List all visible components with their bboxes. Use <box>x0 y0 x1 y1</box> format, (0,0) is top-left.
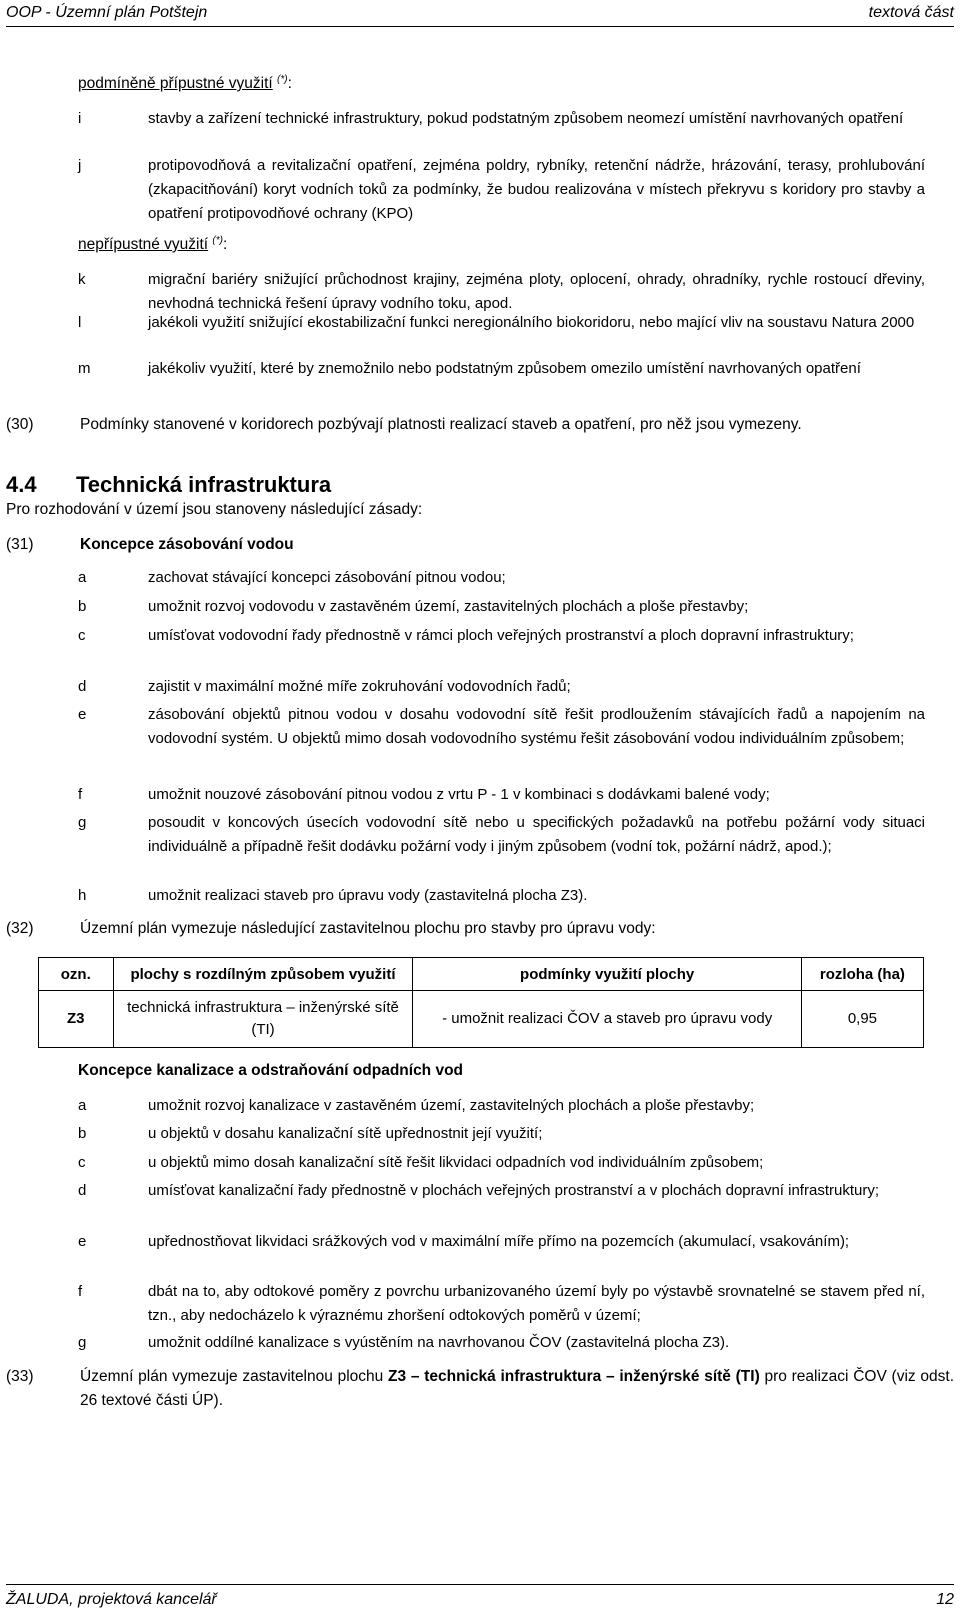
page-number: 12 <box>936 1591 954 1608</box>
prohibited-heading: nepřípustné využití (*): <box>78 234 228 253</box>
paragraph-number: (30) <box>6 416 34 433</box>
area-table <box>38 957 924 1048</box>
subsection-title: Koncepce kanalizace a odstraňování odpadních vod <box>78 1062 464 1079</box>
section-heading: 4.4 Technická infrastruktura <box>6 472 332 497</box>
intro-text: Pro rozhodování v území jsou stanoveny následující zásady: <box>6 501 423 518</box>
table-cell: Z3 <box>39 991 114 1048</box>
paragraph-number: (33) <box>6 1368 34 1385</box>
paragraph-text: Podmínky stanovené v koridorech pozbývají platnosti realizací staveb a opatření, pro něž jsou vymezeny. <box>80 416 802 433</box>
paragraph-number: (31) <box>6 536 34 553</box>
table-cell: 0,95 <box>801 991 923 1048</box>
subsection-title: Koncepce zásobování vodou <box>80 536 294 553</box>
footnote-marker: (*) <box>212 234 223 246</box>
document-part: textová část <box>868 4 954 21</box>
paragraph-number: (32) <box>6 920 34 937</box>
page-footer <box>6 1584 954 1608</box>
paragraph-text: Územní plán vymezuje zastavitelnou plochu Z3 – technická infrastruktura – inženýrské sítě (TI) pro realizaci ČOV (viz odst. 26 textové části ÚP). <box>80 1368 954 1409</box>
page-header <box>6 2 954 27</box>
table-header-cell: rozloha (ha) <box>801 958 923 991</box>
paragraph-text: Územní plán vymezuje následující zastavitelnou plochu pro stavby pro úpravu vody: <box>80 920 656 937</box>
table-row <box>39 991 924 1048</box>
table-cell: - umožnit realizaci ČOV a staveb pro úpravu vody <box>413 991 801 1048</box>
table-header-cell: ozn. <box>39 958 114 991</box>
document-title: OOP - Územní plán Potštejn <box>6 4 208 21</box>
company-name: ŽALUDA, projektová kancelář <box>6 1591 217 1608</box>
table-header-row <box>39 958 924 991</box>
table-header-cell: podmínky využití plochy <box>413 958 801 991</box>
table-header-cell: plochy s rozdílným způsobem využití <box>113 958 413 991</box>
footnote-marker: (*) <box>277 73 288 85</box>
conditional-heading: podmíněně přípustné využití (*): <box>78 73 292 92</box>
table-cell: technická infrastruktura – inženýrské sítě (TI) <box>113 991 413 1048</box>
